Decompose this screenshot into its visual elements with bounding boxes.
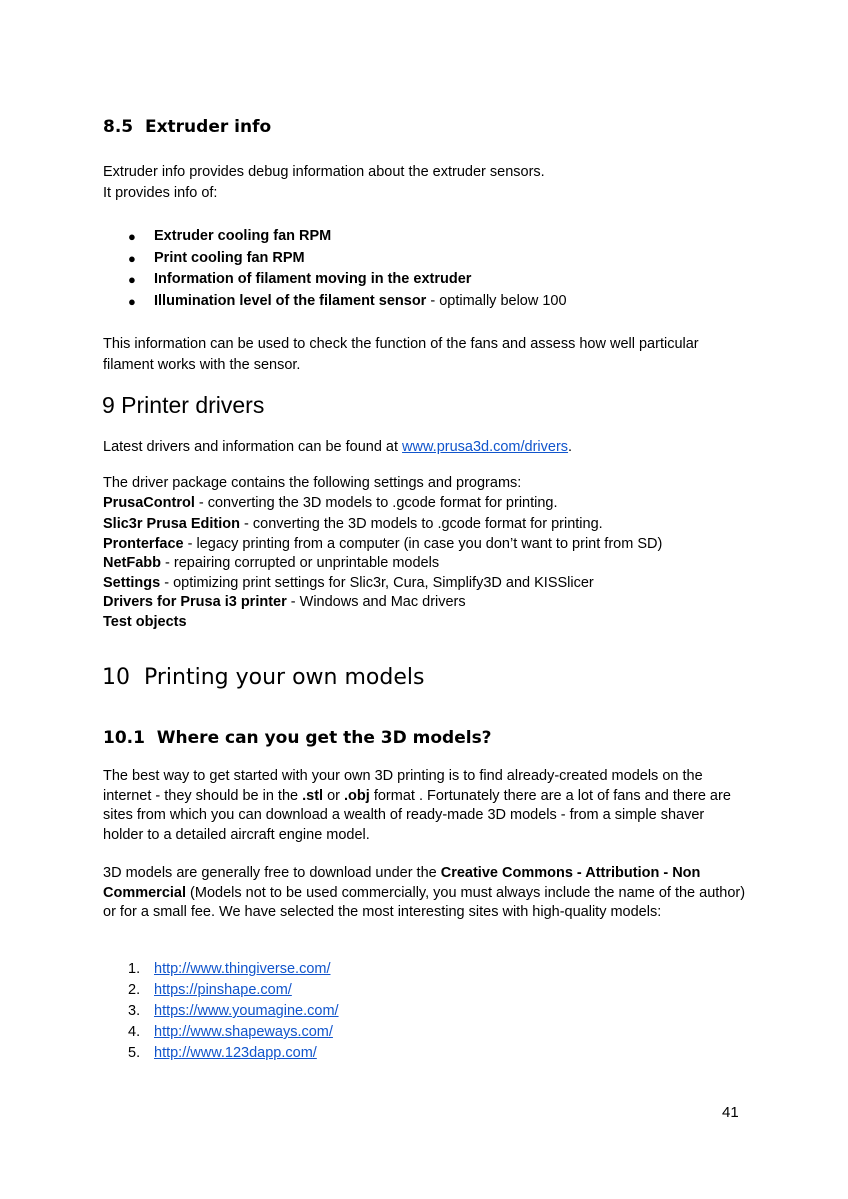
list-item: 1. http://www.thingiverse.com/	[128, 961, 331, 977]
extruder-closing-paragraph: This information can be used to check the function of the fans and assess how well particular filament works with the sensor.	[103, 336, 699, 373]
heading-8-5-number: 8.5	[103, 117, 134, 137]
site-link[interactable]: http://www.shapeways.com/	[154, 1024, 333, 1040]
heading-10: 10 Printing your own models	[102, 665, 425, 690]
site-link[interactable]: http://www.123dapp.com/	[154, 1045, 317, 1061]
list-item: 5. http://www.123dapp.com/	[128, 1045, 317, 1061]
model-sites-list	[103, 959, 339, 1064]
bullet-icon: ●	[128, 293, 136, 309]
models-paragraph-2: 3D models are generally free to download under the Creative Commons - Attribution - Non Commercial (Models not to be used commercially, you must always include the name of the author) or for a small fee. We have selected the most interesting sites with high-quality models:	[103, 865, 746, 920]
list-item: 2. https://pinshape.com/	[128, 982, 292, 998]
site-link[interactable]: http://www.thingiverse.com/	[154, 961, 331, 977]
list-item: Pronterface - legacy printing from a computer (in case you don’t want to print from SD)	[103, 535, 663, 552]
heading-8-5	[103, 117, 271, 137]
site-link[interactable]: https://pinshape.com/	[154, 982, 292, 998]
driver-package-list	[103, 474, 662, 632]
list-item: 3. https://www.youmagine.com/	[128, 1003, 339, 1019]
heading-8-5-title: Extruder info	[144, 117, 272, 137]
extruder-intro-line2: It provides info of:	[103, 185, 218, 201]
heading-10-1: 10.1 Where can you get the 3D models?	[103, 728, 492, 748]
extruder-info-list	[103, 226, 567, 312]
bullet-icon: ●	[128, 250, 136, 266]
bullet-icon: ●	[128, 272, 136, 287]
drivers-latest-text: Latest drivers and information can be found at www.prusa3d.com/drivers.	[103, 439, 573, 455]
site-link[interactable]: https://www.youmagine.com/	[154, 1003, 339, 1019]
list-item: 4. http://www.shapeways.com/	[128, 1024, 333, 1040]
list-item: ● Print cooling fan RPM	[103, 248, 567, 270]
drivers-link[interactable]: www.prusa3d.com/drivers	[402, 439, 569, 455]
list-item: Drivers for Prusa i3 printer - Windows and Mac drivers	[103, 594, 466, 610]
list-item: NetFabb - repairing corrupted or unprintable models	[103, 555, 440, 571]
list-item: ● Illumination level of the filament sensor - optimally below 100	[103, 291, 567, 313]
list-item: PrusaControl - converting the 3D models to .gcode format for printing.	[103, 494, 558, 511]
list-item: Settings - optimizing print settings for Slic3r, Cura, Simplify3D and KISSlicer	[103, 574, 594, 591]
list-item: ● Extruder cooling fan RPM	[103, 226, 567, 248]
list-item: Slic3r Prusa Edition - converting the 3D models to .gcode format for printing.	[103, 516, 603, 532]
list-item: Test objects	[103, 613, 187, 630]
models-paragraph-1: The best way to get started with your own 3D printing is to find already-created models on the internet - they should be in the .stl or .obj format . Fortunately there are a lot of fans and there are sites from which you can download a wealth of ready-made 3D models - from a simple shaver holder to a detailed aircraft engine model.	[103, 768, 731, 843]
bullet-icon: ●	[128, 229, 136, 244]
driver-package-intro: The driver package contains the following settings and programs:	[103, 475, 522, 491]
page-number: 41	[722, 1104, 739, 1121]
list-item: ● Information of filament moving in the extruder	[103, 269, 567, 291]
heading-9: 9 Printer drivers	[102, 392, 265, 418]
extruder-intro-line1: Extruder info provides debug information about the extruder sensors.	[103, 164, 545, 180]
